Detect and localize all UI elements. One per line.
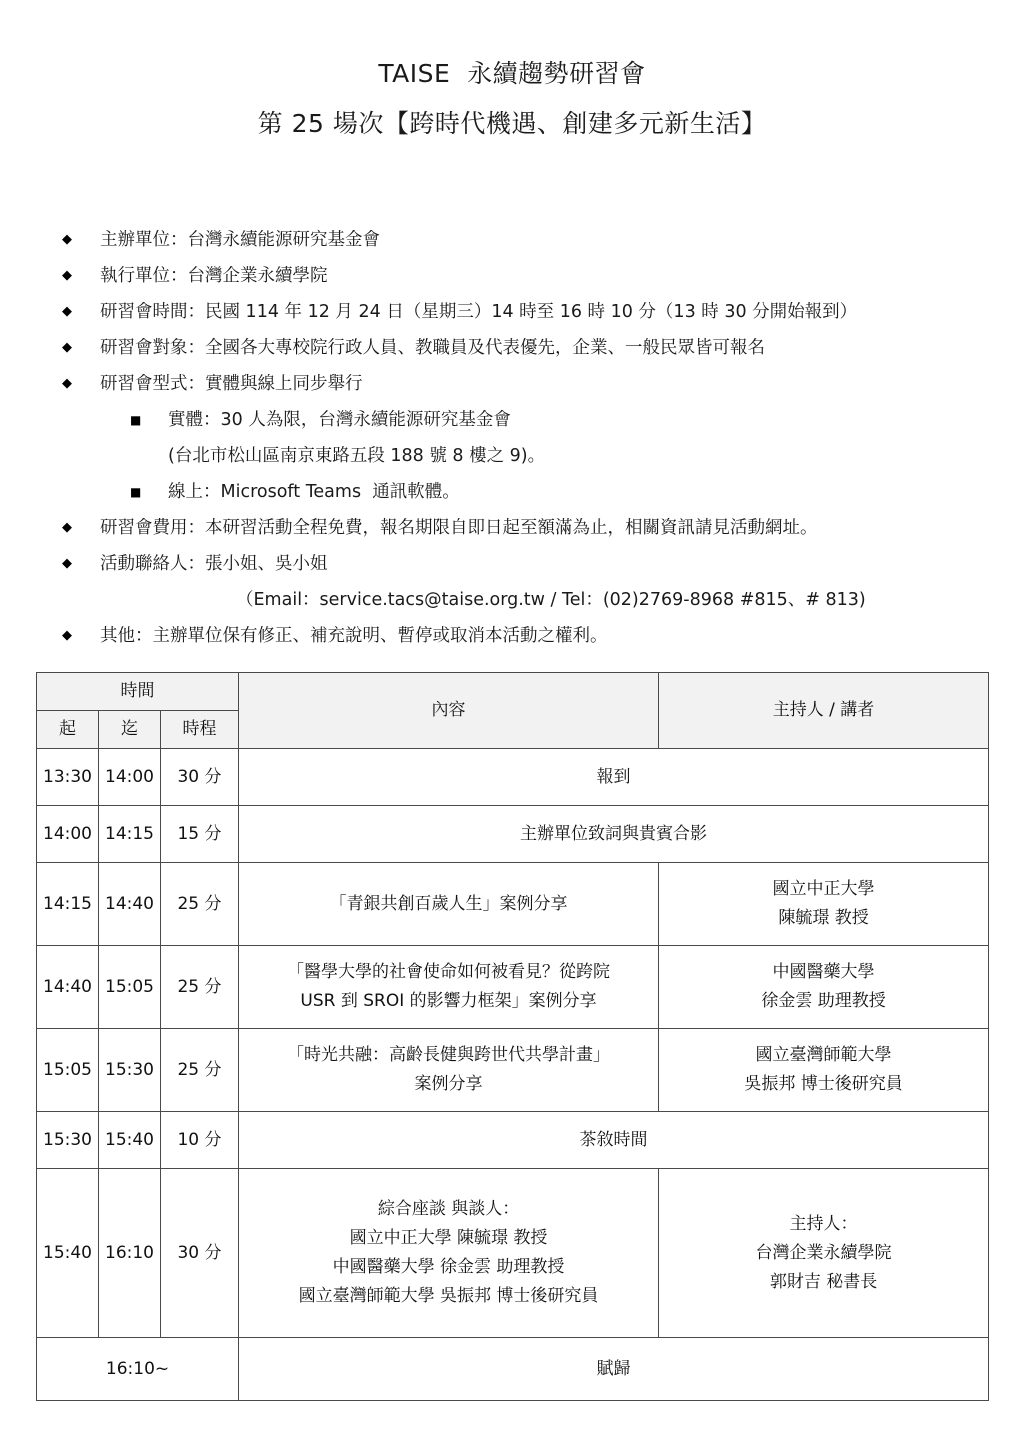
cell-start-time: 13:30	[37, 749, 99, 806]
cell-content-line: USR 到 SROI 的影響力框架」案例分享	[300, 991, 597, 1011]
info-list-item-text: 執行單位：台灣企業永續學院	[100, 266, 328, 286]
info-list-item	[0, 294, 1024, 330]
cell-content-line: 報到	[596, 766, 631, 787]
table-row	[37, 749, 989, 806]
info-list-item	[0, 222, 1024, 258]
cell-speaker-line: 國立臺灣師範大學	[755, 1045, 892, 1065]
info-list-item-text: 其他：主辦單位保有修正、補充說明、暫停或取消本活動之權利。	[100, 626, 608, 646]
cell-speaker-line: 吳振邦 博士後研究員	[744, 1074, 903, 1094]
cell-content-line: 賦歸	[596, 1358, 631, 1379]
cell-duration: 25 分	[161, 946, 239, 1029]
info-list-item	[0, 582, 1024, 618]
square-bullet-icon: ■	[130, 485, 142, 499]
cell-content-line: 國立臺灣師範大學 吳振邦 博士後研究員	[298, 1286, 599, 1306]
diamond-bullet-icon: ◆	[62, 520, 72, 535]
info-list-item-text: 線上：Microsoft Teams 通訊軟體。	[168, 482, 460, 502]
cell-duration: 30 分	[161, 749, 239, 806]
cell-duration: 25 分	[161, 1029, 239, 1112]
diamond-bullet-icon: ◆	[62, 556, 72, 571]
page-title: TAISE 永續趨勢研習會	[378, 59, 646, 88]
square-bullet-icon: ■	[130, 413, 142, 427]
cell-speaker-line: 郭財吉 秘書長	[769, 1271, 878, 1292]
cell-content	[239, 946, 659, 1029]
cell-end-time: 15:05	[99, 946, 161, 1029]
table-row	[37, 946, 989, 1029]
info-list-item	[0, 330, 1024, 366]
cell-content	[239, 1029, 659, 1112]
cell-speaker	[659, 1029, 989, 1112]
cell-start-time: 15:30	[37, 1112, 99, 1169]
header-duration: 時程	[161, 711, 239, 749]
header-end: 迄	[99, 711, 161, 749]
table-header-row-1	[37, 673, 989, 711]
cell-content-line: 「青銀共創百歲人生」案例分享	[329, 893, 568, 914]
info-list-item	[0, 366, 1024, 402]
page-subtitle: 第 25 場次【跨時代機遇、創建多元新生活】	[257, 109, 767, 138]
table-row	[37, 1169, 989, 1338]
cell-end-time: 14:40	[99, 863, 161, 946]
cell-start-time: 14:00	[37, 806, 99, 863]
info-list-item	[0, 258, 1024, 294]
cell-end-time: 15:40	[99, 1112, 161, 1169]
cell-speaker-line: 國立中正大學	[772, 879, 875, 899]
diamond-bullet-icon: ◆	[62, 268, 72, 283]
info-list-item-text: 主辦單位：台灣永續能源研究基金會	[100, 230, 380, 250]
cell-content-line: 主辦單位致詞與貴賓合影	[520, 823, 708, 844]
cell-end-time: 14:00	[99, 749, 161, 806]
cell-duration: 30 分	[161, 1169, 239, 1338]
cell-duration: 25 分	[161, 863, 239, 946]
diamond-bullet-icon: ◆	[62, 376, 72, 391]
cell-content-line: 中國醫藥大學 徐金雲 助理教授	[332, 1257, 565, 1277]
info-list-item-text: 研習會時間：民國 114 年 12 月 24 日（星期三）14 時至 16 時 10 分（13 時 30 分開始報到）	[100, 302, 858, 322]
header-content: 內容	[239, 673, 659, 749]
table-row	[37, 1029, 989, 1112]
cell-content-line: 「醫學大學的社會使命如何被看見？從跨院	[287, 962, 611, 982]
cell-content	[239, 1112, 989, 1169]
info-list-item-text: 實體：30 人為限，台灣永續能源研究基金會	[168, 410, 511, 430]
cell-end-time: 14:15	[99, 806, 161, 863]
diamond-bullet-icon: ◆	[62, 628, 72, 643]
cell-speaker	[659, 946, 989, 1029]
table-row	[37, 863, 989, 946]
cell-content	[239, 1169, 659, 1338]
cell-end-time: 15:30	[99, 1029, 161, 1112]
cell-content-line: 綜合座談 與談人：	[377, 1199, 520, 1219]
cell-start-time: 14:15	[37, 863, 99, 946]
cell-content	[239, 749, 989, 806]
info-list-item-text: 研習會型式：實體與線上同步舉行	[100, 374, 363, 394]
table-row	[37, 1112, 989, 1169]
cell-speaker-line: 徐金雲 助理教授	[761, 991, 886, 1011]
table-row	[37, 806, 989, 863]
cell-start-time: 15:05	[37, 1029, 99, 1112]
info-list-item	[0, 474, 1024, 510]
cell-time-range: 16:10~	[37, 1338, 239, 1401]
cell-start-time: 14:40	[37, 946, 99, 1029]
document-title-block	[0, 0, 1024, 146]
cell-content	[239, 1338, 989, 1401]
event-info-list	[0, 222, 1024, 654]
header-start: 起	[37, 711, 99, 749]
cell-duration: 10 分	[161, 1112, 239, 1169]
info-list-item-text: 研習會費用：本研習活動全程免費，報名期限自即日起至額滿為止，相關資訊請見活動網址。	[100, 518, 818, 538]
cell-speaker-line: 中國醫藥大學	[772, 962, 875, 982]
cell-content	[239, 863, 659, 946]
schedule-table-head	[37, 673, 989, 749]
cell-speaker-line: 陳毓璟 教授	[778, 908, 869, 928]
cell-content	[239, 806, 989, 863]
cell-content-line: 「時光共融：高齡長健與跨世代共學計畫」	[287, 1045, 611, 1065]
cell-content-line: 案例分享	[414, 1074, 483, 1094]
info-list-item	[0, 546, 1024, 582]
info-list-item	[0, 618, 1024, 654]
header-speaker: 主持人 / 講者	[659, 673, 989, 749]
cell-content-line: 茶敘時間	[579, 1129, 648, 1150]
header-time-group: 時間	[37, 673, 239, 711]
cell-end-time: 16:10	[99, 1169, 161, 1338]
cell-speaker-line: 主持人：	[789, 1213, 858, 1234]
info-list-item-text: 研習會對象：全國各大專校院行政人員、教職員及代表優先，企業、一般民眾皆可報名	[100, 338, 765, 358]
schedule-table	[36, 672, 989, 1401]
cell-speaker	[659, 1169, 989, 1338]
info-list-item	[0, 438, 1024, 474]
diamond-bullet-icon: ◆	[62, 340, 72, 355]
cell-speaker	[659, 863, 989, 946]
info-list-item-text: （Email：service.tacs@taise.org.tw / Tel：(02)2769-8968 #815、# 813)	[236, 590, 866, 610]
cell-speaker-line: 台灣企業永續學院	[755, 1242, 892, 1263]
info-list-item-text: 活動聯絡人：張小姐、吳小姐	[100, 554, 328, 574]
table-row	[37, 1338, 989, 1401]
info-list-item-text: (台北市松山區南京東路五段 188 號 8 樓之 9)。	[168, 446, 546, 466]
cell-content-line: 國立中正大學 陳毓璟 教授	[349, 1228, 548, 1248]
cell-start-time: 15:40	[37, 1169, 99, 1338]
cell-duration: 15 分	[161, 806, 239, 863]
diamond-bullet-icon: ◆	[62, 304, 72, 319]
schedule-table-body	[37, 749, 989, 1401]
diamond-bullet-icon: ◆	[62, 232, 72, 247]
schedule-table-container	[36, 672, 988, 1401]
info-list-item	[0, 510, 1024, 546]
info-list-item	[0, 402, 1024, 438]
